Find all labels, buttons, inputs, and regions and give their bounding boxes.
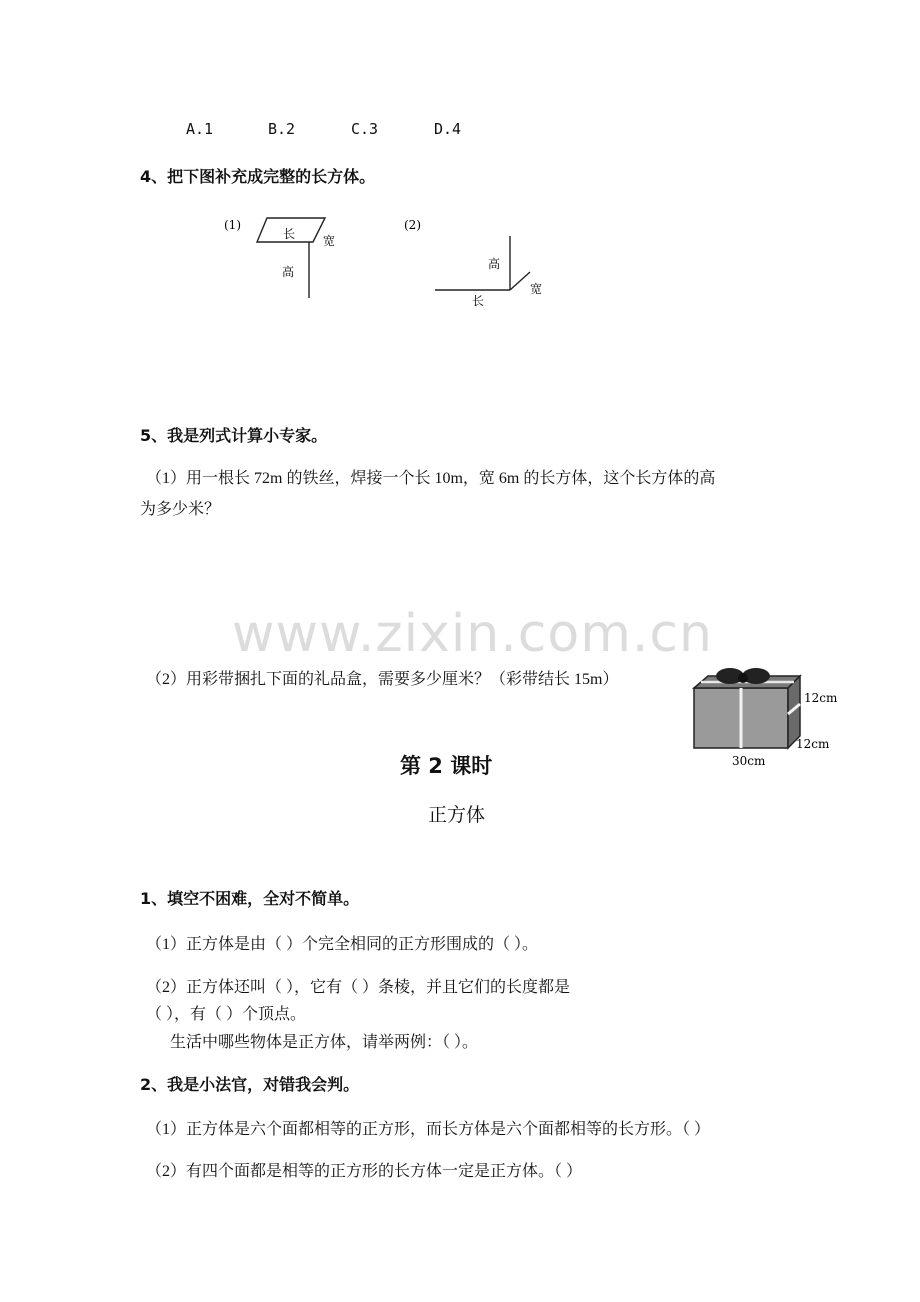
lesson-title: 第 2 课时 bbox=[400, 754, 493, 778]
option-b: B.2 bbox=[268, 120, 296, 138]
section-1-title: 1、填空不困难，全对不简单。 bbox=[140, 889, 360, 908]
lesson-subtitle: 正方体 bbox=[428, 804, 486, 826]
figure-1-cuboid-partial bbox=[220, 210, 350, 305]
section-1-line-3: 生活中哪些物体是正方体，请举两例：（ ）。 bbox=[170, 1034, 479, 1051]
section-2-line-2: （2）有四个面都是相等的正方形的长方体一定是正方体。（ ） bbox=[146, 1163, 583, 1180]
figure-1-label-chang: 长 bbox=[283, 227, 296, 241]
section-1-line-1: （1）正方体是由（ ）个完全相同的正方形围成的（ ）。 bbox=[146, 936, 539, 953]
figure-2-width-edge bbox=[510, 272, 530, 290]
option-c: C.3 bbox=[351, 120, 379, 138]
figure-2-cuboid-partial bbox=[400, 210, 560, 310]
section-1-line-2a: （2）正方体还叫（ ），它有（ ）条棱，并且它们的长度都是 bbox=[146, 979, 571, 996]
figure-1-label-gao: 高 bbox=[282, 265, 295, 279]
question-4-title: 4、把下图补充成完整的长方体。 bbox=[140, 167, 376, 186]
figure-2-label-kuan: 宽 bbox=[530, 282, 543, 296]
gift-box-label-length: 30cm bbox=[732, 754, 766, 768]
question-5-part-1-line-2: 为多少米？ bbox=[140, 501, 221, 518]
option-a: A.1 bbox=[186, 120, 214, 138]
option-d: D.4 bbox=[434, 120, 462, 138]
figure-1-number: (1) bbox=[224, 218, 241, 232]
gift-box-label-depth: 12cm bbox=[796, 737, 830, 751]
question-5-part-1-line-1: （1）用一根长 72m 的铁丝，焊接一个长 10m，宽 6m 的长方体，这个长方体的高 bbox=[146, 470, 716, 487]
figure-1-label-kuan: 宽 bbox=[323, 234, 336, 248]
section-2-line-1: （1）正方体是六个面都相等的正方形，而长方体是六个面都相等的长方形。（ ） bbox=[146, 1121, 711, 1138]
gift-box-figure bbox=[686, 664, 846, 770]
section-1-line-2b: （ ），有（ ）个顶点。 bbox=[146, 1006, 307, 1023]
figure-2-label-gao: 高 bbox=[488, 257, 501, 271]
gift-box-bow-knot bbox=[738, 673, 748, 683]
watermark: www.zixin.com.cn bbox=[232, 604, 713, 664]
section-2-title: 2、我是小法官，对错我会判。 bbox=[140, 1075, 360, 1094]
figure-2-number: (2) bbox=[404, 218, 421, 232]
question-5-part-2: （2）用彩带捆扎下面的礼品盒，需要多少厘米？（彩带结长 15m） bbox=[146, 671, 619, 688]
gift-box-label-height: 12cm bbox=[804, 691, 838, 705]
question-5-title: 5、我是列式计算小专家。 bbox=[140, 426, 328, 445]
figure-2-label-chang: 长 bbox=[472, 294, 485, 308]
